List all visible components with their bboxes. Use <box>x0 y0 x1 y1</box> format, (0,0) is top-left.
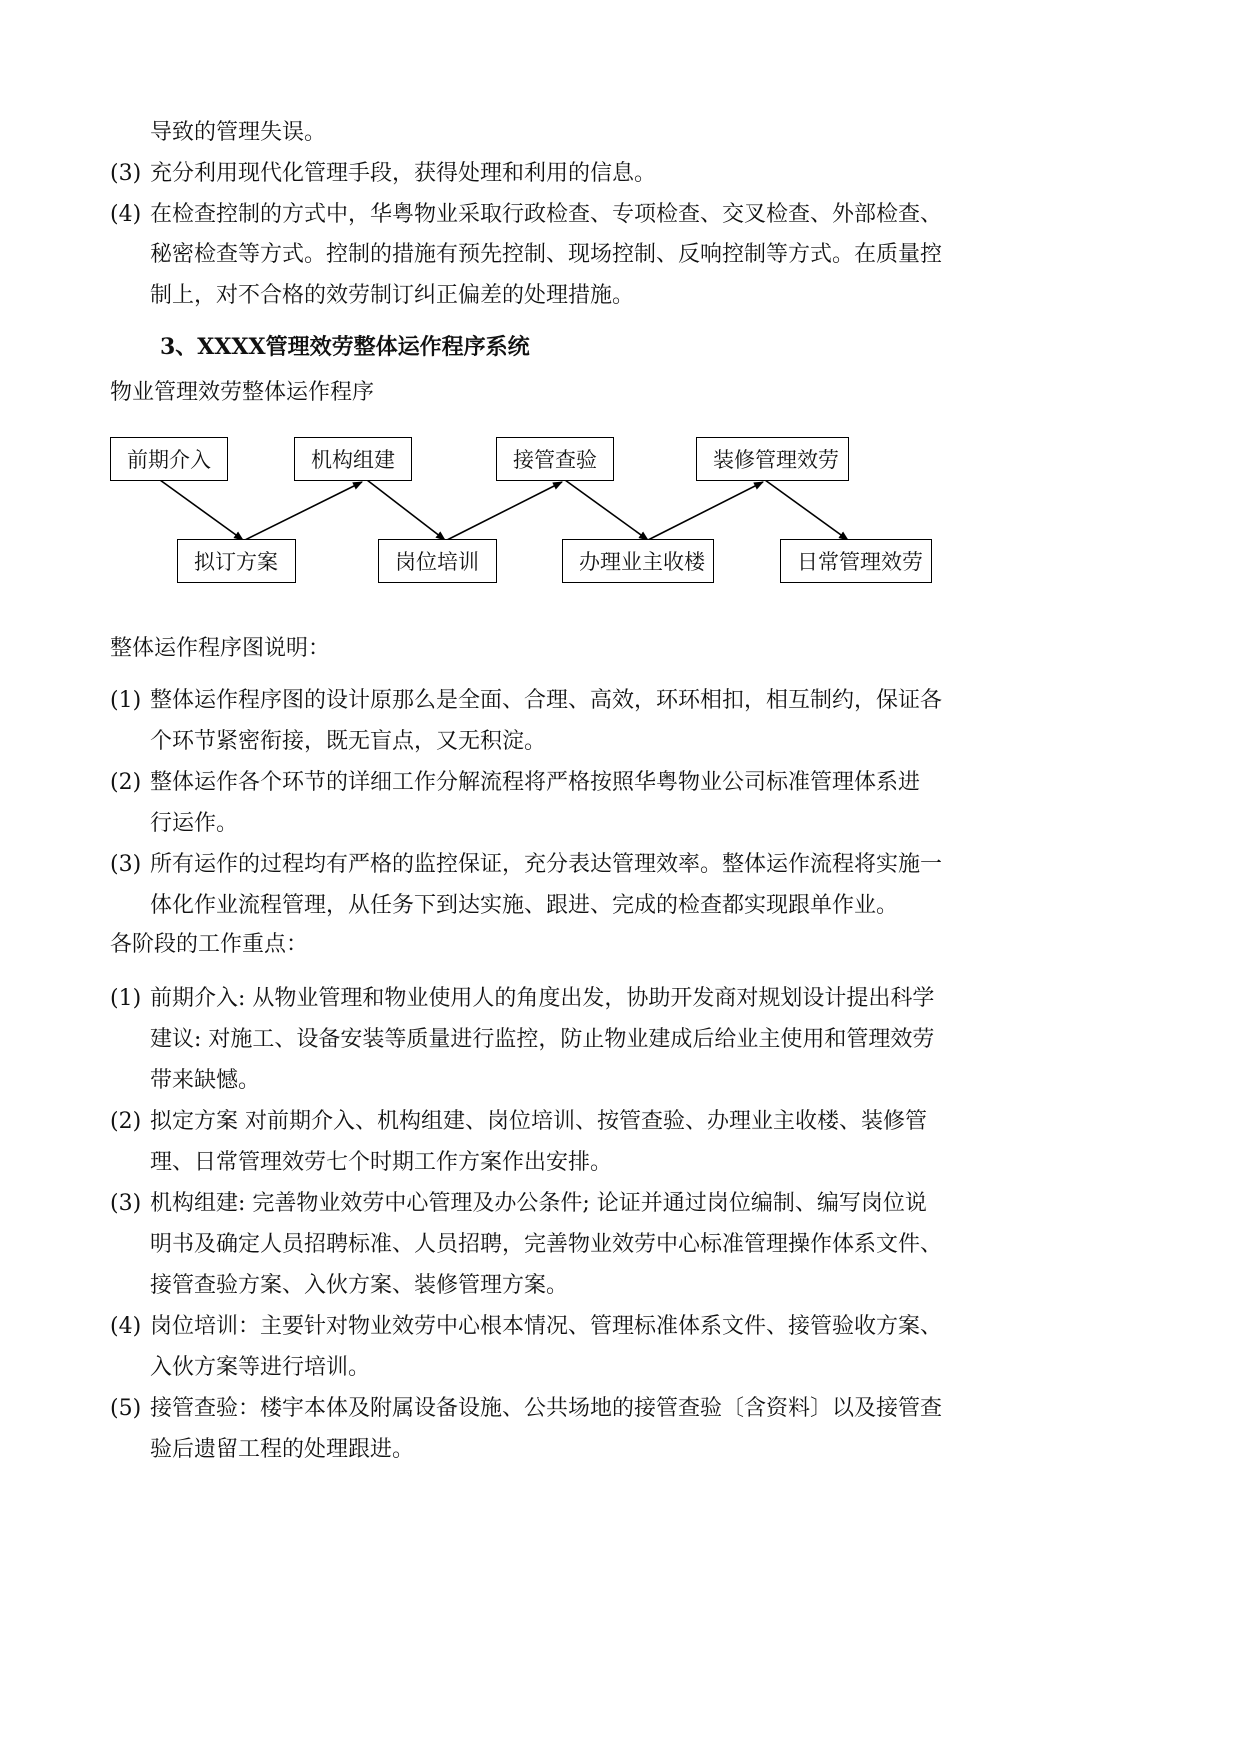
list-item-text: 接管查验方案、入伙方案、装修管理方案。 <box>150 1273 569 1298</box>
list-item-text: 前期介入: 从物业管理和物业使用人的角度出发，协助开发商对规划设计提出科学 <box>150 986 935 1011</box>
list-item-text: 充分利用现代化管理手段，获得处理和利用的信息。 <box>150 161 657 186</box>
list-number: (3) <box>110 1191 142 1216</box>
list-number: (2) <box>110 1109 142 1134</box>
flow-node-pre-intervention: 前期介入 <box>110 437 228 481</box>
list-item-text: 岗位培训：主要针对物业效劳中心根本情况、管理标准体系文件、接管验收方案、 <box>150 1314 943 1339</box>
list-number: (1) <box>110 688 142 713</box>
paragraph-line: 导致的管理失误。 <box>150 120 327 145</box>
list-item-text: 秘密检查等方式。控制的措施有预先控制、现场控制、反响控制等方式。在质量控 <box>150 242 943 267</box>
flow-node-draft-plan: 拟订方案 <box>177 539 296 583</box>
section-subtitle: 物业管理效劳整体运作程序 <box>110 380 375 405</box>
list-number: (4) <box>110 1314 142 1339</box>
list-item-text: 入伙方案等进行培训。 <box>150 1355 371 1380</box>
list-item-text: 制上，对不合格的效劳制订纠正偏差的处理措施。 <box>150 283 635 308</box>
flow-arrow <box>648 482 763 540</box>
flow-arrow <box>245 482 362 540</box>
list-number: (5) <box>110 1396 142 1421</box>
list-item-text: 在检查控制的方式中，华粤物业采取行政检查、专项检查、交叉检查、外部检查、 <box>150 202 943 227</box>
list-item-text: 理、日常管理效劳七个时期工作方案作出安排。 <box>150 1150 613 1175</box>
list-item-text: 明书及确定人员招聘标准、人员招聘，完善物业效劳中心标准管理操作体系文件、 <box>150 1232 943 1257</box>
flow-node-renovation-service: 装修管理效劳 <box>696 437 849 481</box>
explain-title: 整体运作程序图说明： <box>110 636 331 661</box>
list-item-text: 建议: 对施工、设备安装等质量进行监控，防止物业建成后给业主使用和管理效劳 <box>150 1027 935 1052</box>
list-number: (3) <box>110 852 142 877</box>
list-number: (2) <box>110 770 142 795</box>
stages-title: 各阶段的工作重点： <box>110 932 309 957</box>
flow-node-org-setup: 机构组建 <box>294 437 412 481</box>
flow-arrow <box>447 482 562 540</box>
list-number: (4) <box>110 202 142 227</box>
flow-arrow <box>367 480 445 540</box>
flow-node-daily-service: 日常管理效劳 <box>780 539 932 583</box>
flow-arrow <box>160 480 243 540</box>
flow-arrow <box>765 480 848 540</box>
list-item-text: 机构组建: 完善物业效劳中心管理及办公条件; 论证并通过岗位编制、编写岗位说 <box>150 1191 927 1216</box>
list-item-text: 个环节紧密衔接，既无盲点，又无积淀。 <box>150 729 547 754</box>
flow-node-owner-handover: 办理业主收楼 <box>562 539 714 583</box>
list-item-text: 体化作业流程管理，从任务下到达实施、跟进、完成的检查都实现跟单作业。 <box>150 893 899 918</box>
flow-node-takeover-inspection: 接管查验 <box>496 437 614 481</box>
list-item-text: 接管查验：楼宇本体及附属设备设施、公共场地的接管查验〔含资料〕以及接管查 <box>150 1396 943 1421</box>
flow-diagram <box>0 0 1241 620</box>
list-item-text: 验后遗留工程的处理跟进。 <box>150 1437 415 1462</box>
list-item-text: 所有运作的过程均有严格的监控保证，充分表达管理效率。整体运作流程将实施一 <box>150 852 943 877</box>
list-item-text: 行运作。 <box>150 811 239 836</box>
list-number: (3) <box>110 161 142 186</box>
list-item-text: 整体运作程序图的设计原那么是全面、合理、高效，环环相扣，相互制约，保证各 <box>150 688 943 713</box>
list-item-text: 整体运作各个环节的详细工作分解流程将严格按照华粤物业公司标准管理体系进 <box>150 770 921 795</box>
list-number: (1) <box>110 986 142 1011</box>
flow-node-post-training: 岗位培训 <box>378 539 497 583</box>
section-heading: 3、XXXX管理效劳整体运作程序系统 <box>160 334 530 360</box>
flow-arrow <box>565 480 648 540</box>
list-item-text: 拟定方案 对前期介入、机构组建、岗位培训、按管查验、办理业主收楼、装修管 <box>150 1109 927 1134</box>
list-item-text: 带来缺憾。 <box>150 1068 261 1093</box>
